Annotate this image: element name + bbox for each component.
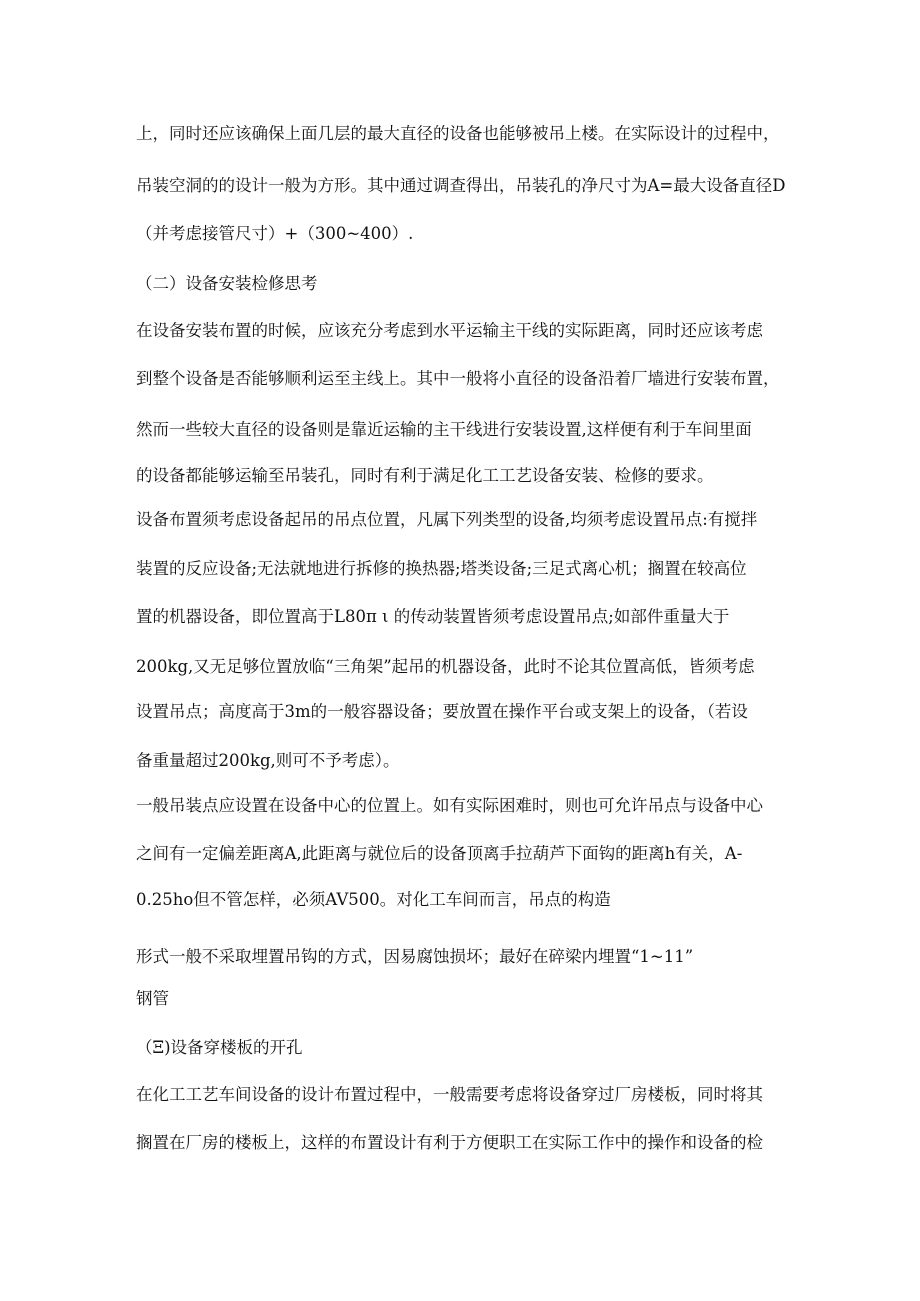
text-line: 设置吊点；高度高于3m的一般容器设备；要放置在操作平台或支架上的设备，（若设 (136, 702, 748, 721)
text-line: 形式一般不采取埋置吊钩的方式，因易腐蚀损坏；最好在碎梁内埋置“1~11” (136, 947, 694, 966)
text-line: 之间有一定偏差距离A,此距离与就位后的设备顶离手拉葫芦下面钩的距离h有关，A- (136, 844, 743, 863)
text-line: 置的机器设备，即位置高于L80π ι 的传动装置皆须考虑设置吊点;如部件重量大于 (136, 607, 730, 626)
text-line: 在设备安装布置的时候，应该充分考虑到水平运输主干线的实际距离，同时还应该考虑 (136, 321, 763, 340)
text-line: 备重量超过200kg,则可不予考虑）。 (136, 751, 400, 770)
text-line: 一般吊装点应设置在设备中心的位置上。如有实际困难时，则也可允许吊点与设备中心 (136, 796, 763, 815)
text-line: 然而一些较大直径的设备则是靠近运输的主干线进行安装设置,这样便有利于车间里面 (136, 420, 752, 439)
text-line: 到整个设备是否能够顺利运至主线上。其中一般将小直径的设备沿着厂墙进行安装布置， (136, 369, 780, 388)
section-heading: （Ξ)设备穿楼板的开孔 (136, 1038, 303, 1057)
text-line: 0.25ho但不管怎样，必须AV500。对化工车间而言，吊点的构造 (136, 890, 611, 909)
text-line: 在化工工艺车间设备的设计布置过程中，一般需要考虑将设备穿过厂房楼板，同时将其 (136, 1085, 763, 1104)
text-line: （并考虑接管尺寸）+（300~400）. (136, 224, 414, 243)
text-line: 设备布置须考虑设备起吊的吊点位置，凡属下列类型的设备,均须考虑设置吊点:有搅拌 (136, 510, 758, 529)
text-line: 上，同时还应该确保上面几层的最大直径的设备也能够被吊上楼。在实际设计的过程中， (136, 124, 780, 143)
text-line: 钢管 (136, 989, 169, 1008)
text-line: 搁置在厂房的楼板上，这样的布置设计有利于方便职工在实际工作中的操作和设备的检 (136, 1133, 763, 1152)
text-line: 的设备都能够运输至吊装孔，同时有利于满足化工工艺设备安装、检修的要求。 (136, 466, 714, 485)
section-heading: （二）设备安装检修思考 (136, 274, 318, 293)
text-line: 200kg,又无足够位置放临“三角架”起吊的机器设备，此时不论其位置高低，皆须考虑 (136, 657, 755, 676)
text-line: 吊装空洞的的设计一般为方形。其中通过调查得出，吊装孔的净尺寸为A=最大设备直径D (136, 176, 786, 195)
text-line: 装置的反应设备;无法就地进行拆修的换热器;塔类设备;三足式离心机；搁置在较高位 (136, 559, 747, 578)
